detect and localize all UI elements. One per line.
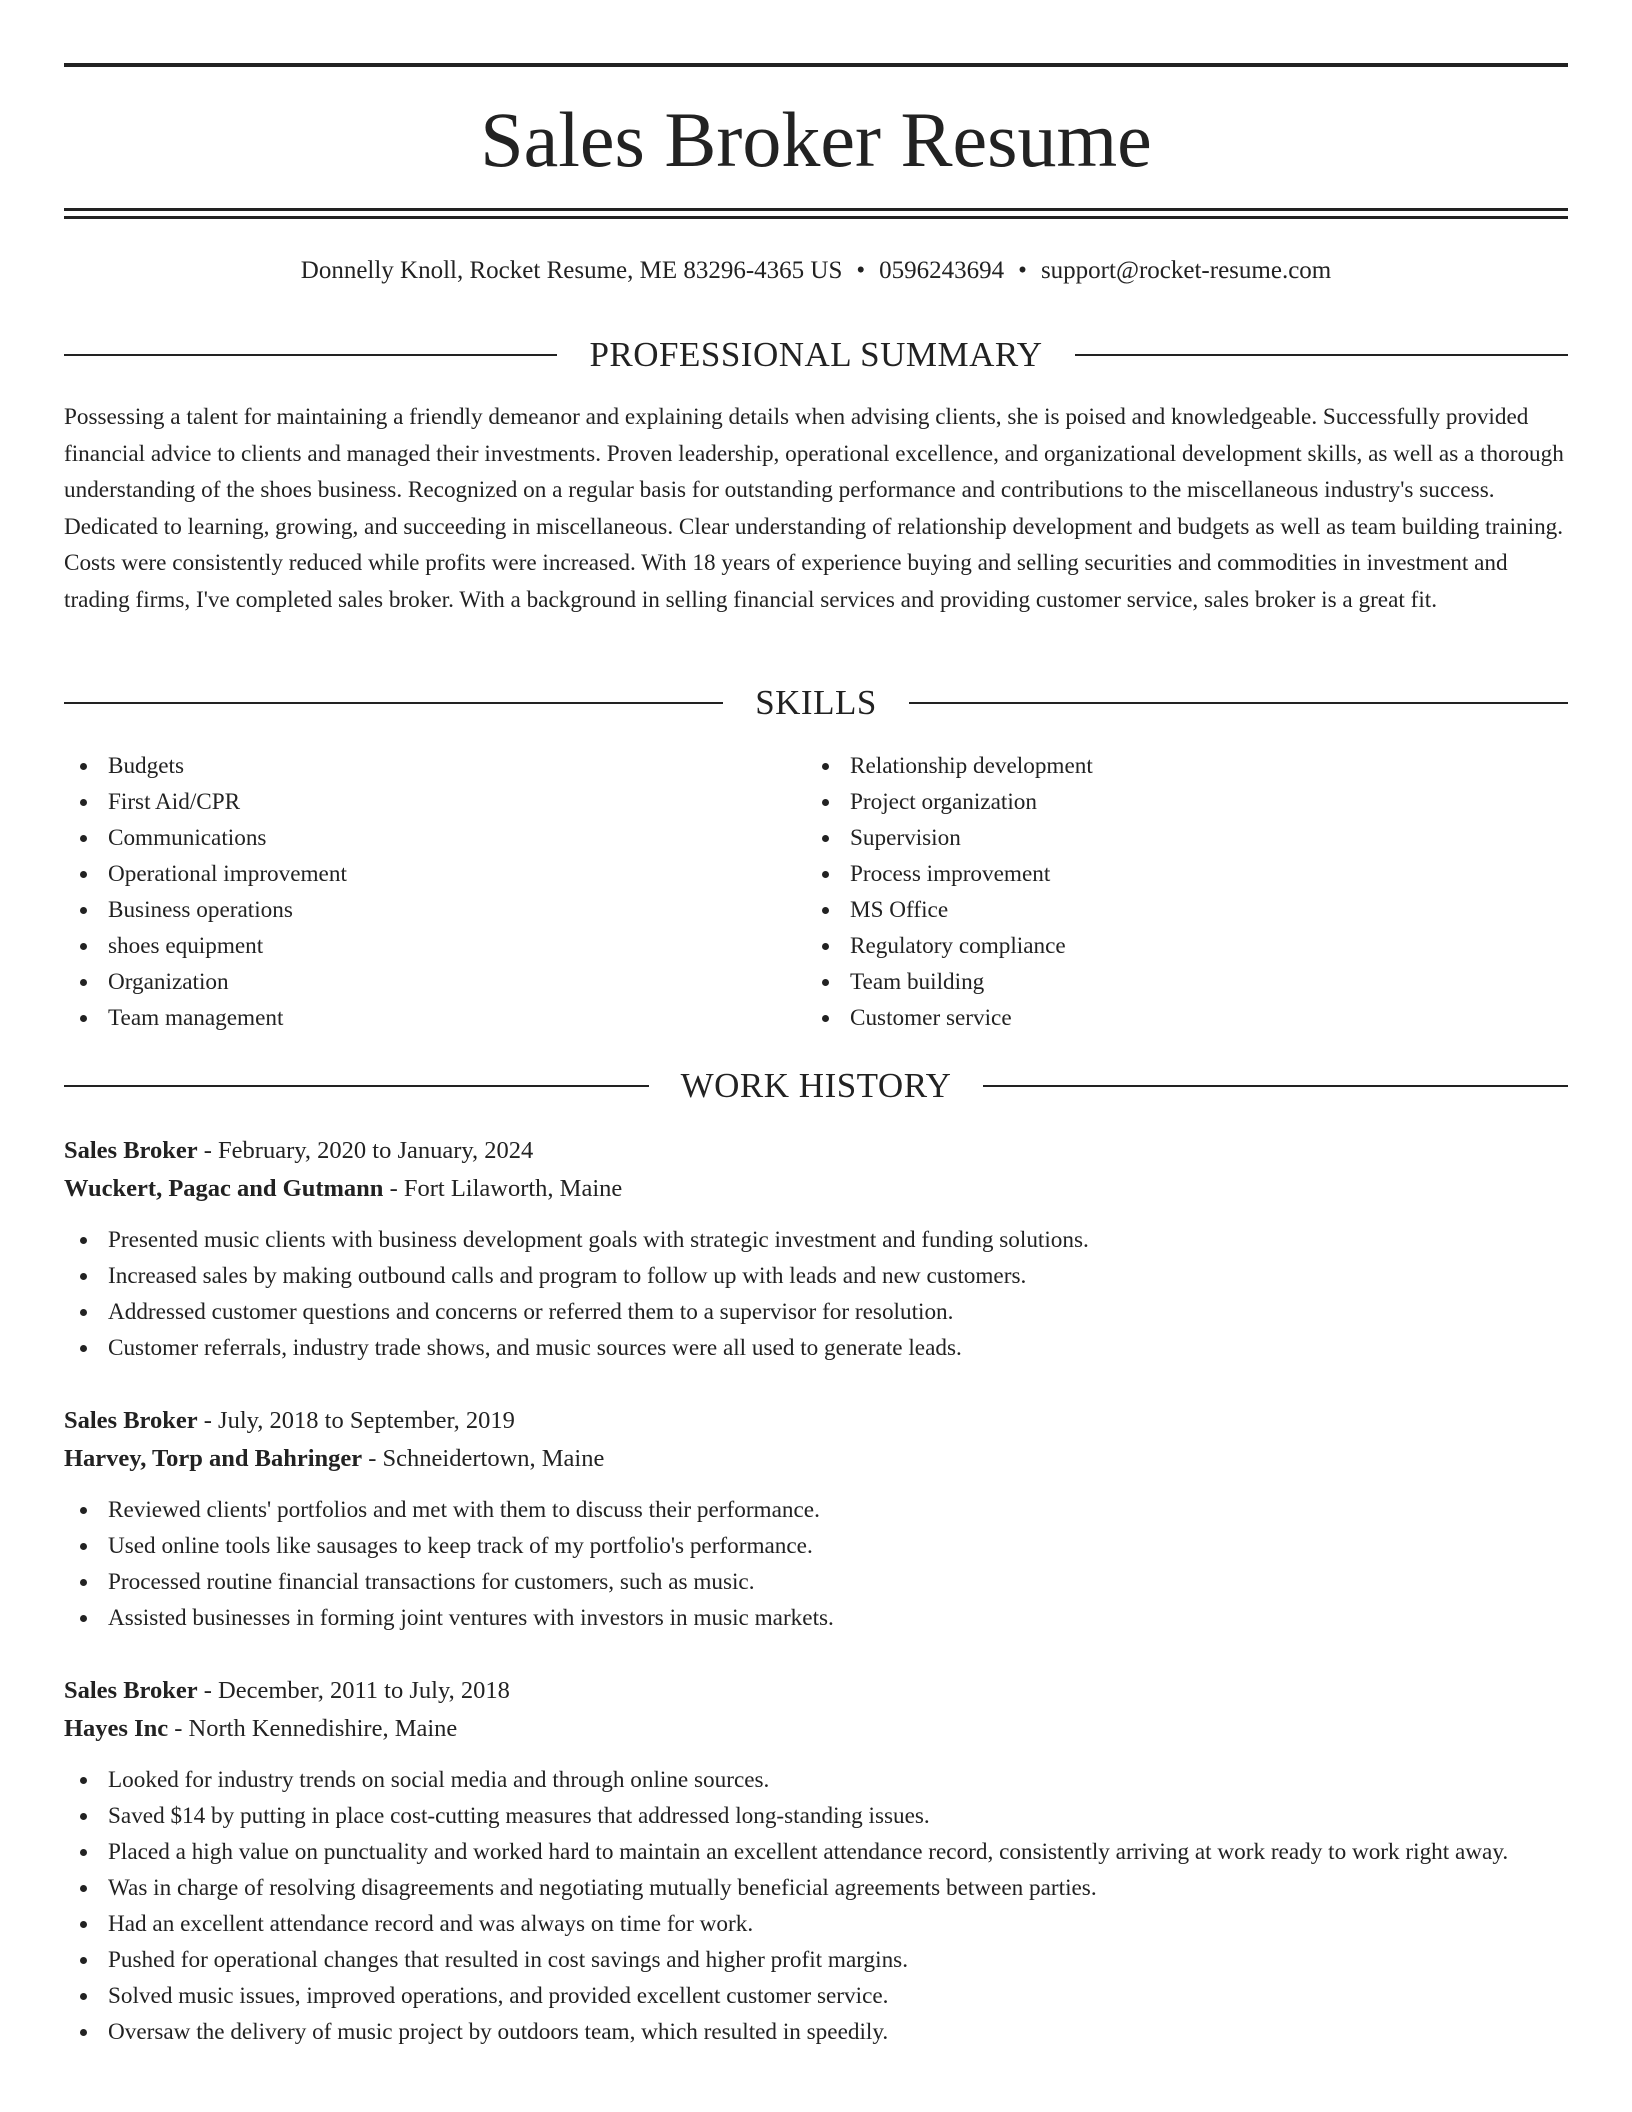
job-duty: Customer referrals, industry trade shows, and music sources were all used to generate leads. xyxy=(64,1330,1568,1366)
job-title-line xyxy=(64,1402,1568,1440)
job-title-line xyxy=(64,1672,1568,1710)
header-top-rule xyxy=(64,63,1568,67)
job-duty: Reviewed clients' portfolios and met with them to discuss their performance. xyxy=(64,1492,1568,1528)
skills-list-right xyxy=(806,748,1506,1036)
job-duty: Addressed customer questions and concerns or referred them to a supervisor for resolution. xyxy=(64,1294,1568,1330)
job-duty: Used online tools like sausages to keep track of my portfolio's performance. xyxy=(64,1528,1568,1564)
section-rule xyxy=(64,1085,649,1087)
job-duties-list xyxy=(64,1762,1568,2050)
job-dates: - July, 2018 to September, 2019 xyxy=(197,1407,515,1434)
skill-item: First Aid/CPR xyxy=(64,784,764,820)
job-company-line xyxy=(64,1170,1568,1208)
job-company: Wuckert, Pagac and Gutmann xyxy=(64,1175,384,1202)
job-duty: Saved $14 by putting in place cost-cutting measures that addressed long-standing issues. xyxy=(64,1798,1568,1834)
job-title: Sales Broker xyxy=(64,1677,198,1704)
section-header-work xyxy=(64,1066,1568,1106)
section-title-work: WORK HISTORY xyxy=(680,1066,952,1105)
skill-item: Team management xyxy=(64,1000,764,1036)
section-title-summary: PROFESSIONAL SUMMARY xyxy=(589,335,1043,374)
skill-item: shoes equipment xyxy=(64,928,764,964)
skill-item: Organization xyxy=(64,964,764,1000)
job-location: - North Kennedishire, Maine xyxy=(168,1715,458,1742)
resume-title: Sales Broker Resume xyxy=(480,96,1152,183)
job-duty: Solved music issues, improved operations, and provided excellent customer service. xyxy=(64,1978,1568,2014)
section-rule xyxy=(983,1085,1568,1087)
job-location: - Fort Lilaworth, Maine xyxy=(383,1175,623,1202)
skill-item: Customer service xyxy=(806,1000,1506,1036)
job-duty: Placed a high value on punctuality and worked hard to maintain an excellent attendance record, consistently arriving at work ready to work right away. xyxy=(64,1834,1568,1870)
section-rule xyxy=(64,702,723,704)
skill-item: Operational improvement xyxy=(64,856,764,892)
job-duty: Increased sales by making outbound calls and program to follow up with leads and new customers. xyxy=(64,1258,1568,1294)
job-location: - Schneidertown, Maine xyxy=(362,1445,605,1472)
summary-paragraph: Possessing a talent for maintaining a friendly demeanor and explaining details when advising clients, she is poised and knowledgeable. Successfully provided financial advice to clients and managed their investments. Proven leadership, operational excellence, and organizational development skills, as well as a thorough understanding of the shoes business. Recognized on a regular basis for outstanding performance and contributions to the miscellaneous industry's success. Dedicated to learning, growing, and succeeding in miscellaneous. Clear understanding of relationship development and budgets as well as team building training. Costs were consistently reduced while profits were increased. With 18 years of experience buying and selling securities and commodities in investment and trading firms, I've completed sales broker. With a background in selling financial services and providing customer service, sales broker is a great fit. xyxy=(64,404,1564,613)
section-rule xyxy=(1075,354,1568,356)
section-title-skills: SKILLS xyxy=(755,683,877,722)
skill-item: Regulatory compliance xyxy=(806,928,1506,964)
job-duties-list xyxy=(64,1222,1568,1366)
job-duty: Looked for industry trends on social media and through online sources. xyxy=(64,1762,1568,1798)
header-bottom-rule xyxy=(64,208,1568,211)
header-bottom-rule-double xyxy=(64,216,1568,219)
contact-line xyxy=(64,254,1568,288)
job-company-line xyxy=(64,1440,1568,1478)
job-duty: Presented music clients with business development goals with strategic investment and funding solutions. xyxy=(64,1222,1568,1258)
job-dates: - February, 2020 to January, 2024 xyxy=(197,1137,534,1164)
job-duty: Was in charge of resolving disagreements and negotiating mutually beneficial agreements between parties. xyxy=(64,1870,1568,1906)
job-title: Sales Broker xyxy=(64,1407,198,1434)
job-title-line xyxy=(64,1132,1568,1170)
contact-separator: • xyxy=(856,257,866,284)
skill-item: Communications xyxy=(64,820,764,856)
skill-item: Team building xyxy=(806,964,1506,1000)
contact-separator: • xyxy=(1018,257,1027,284)
contact-email: support@rocket-resume.com xyxy=(1040,257,1332,284)
job-company: Hayes Inc xyxy=(64,1715,169,1742)
job-company: Harvey, Torp and Bahringer xyxy=(64,1445,363,1472)
skill-item: Project organization xyxy=(806,784,1506,820)
section-rule xyxy=(909,702,1568,704)
job-dates: - December, 2011 to July, 2018 xyxy=(197,1677,510,1704)
job-entry xyxy=(64,1672,1568,2050)
job-duty: Processed routine financial transactions for customers, such as music. xyxy=(64,1564,1568,1600)
skill-item: MS Office xyxy=(806,892,1506,928)
job-duty: Assisted businesses in forming joint ventures with investors in music markets. xyxy=(64,1600,1568,1636)
job-duty: Had an excellent attendance record and was always on time for work. xyxy=(64,1906,1568,1942)
skill-item: Process improvement xyxy=(806,856,1506,892)
section-header-skills xyxy=(64,683,1568,723)
job-company-line xyxy=(64,1710,1568,1748)
skill-item: Relationship development xyxy=(806,748,1506,784)
job-entry xyxy=(64,1132,1568,1366)
skill-item: Supervision xyxy=(806,820,1506,856)
job-duties-list xyxy=(64,1492,1568,1636)
job-entry xyxy=(64,1402,1568,1636)
skill-item: Budgets xyxy=(64,748,764,784)
skills-list-left xyxy=(64,748,764,1036)
job-duty: Oversaw the delivery of music project by outdoors team, which resulted in speedily. xyxy=(64,2014,1568,2050)
section-header-summary xyxy=(64,335,1568,375)
job-duty: Pushed for operational changes that resulted in cost savings and higher profit margins. xyxy=(64,1942,1568,1978)
section-rule xyxy=(64,354,557,356)
contact-phone: 0596243694 xyxy=(879,257,1005,284)
job-title: Sales Broker xyxy=(64,1137,198,1164)
skill-item: Business operations xyxy=(64,892,764,928)
contact-address: Donnelly Knoll, Rocket Resume, ME 83296-4365 US xyxy=(300,257,843,284)
